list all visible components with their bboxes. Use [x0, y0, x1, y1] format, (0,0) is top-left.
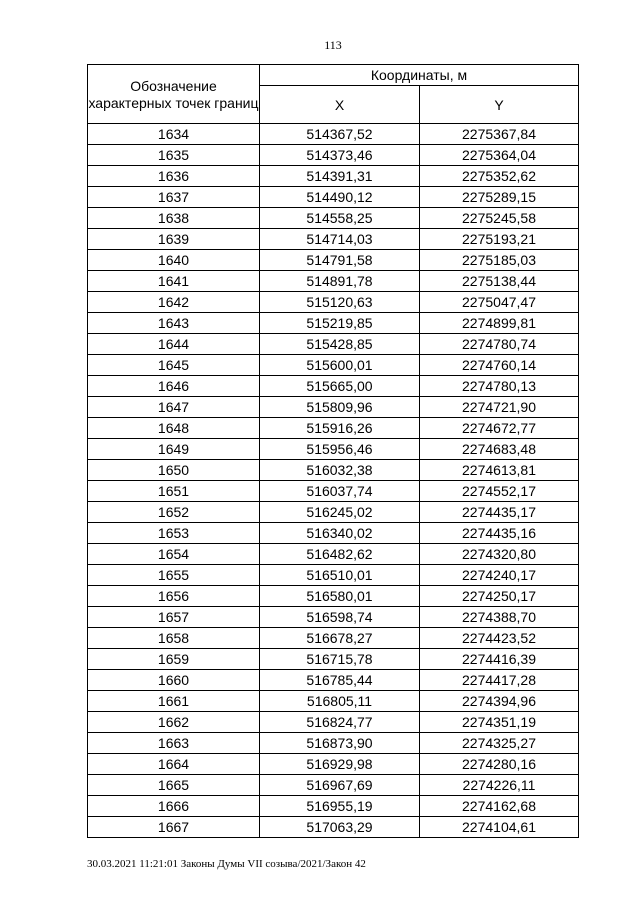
header-y: Y — [420, 86, 579, 124]
point-cell: 1639 — [88, 229, 260, 250]
y-cell: 2275245,58 — [420, 208, 579, 229]
table-row — [88, 775, 579, 796]
x-cell: 515956,46 — [260, 439, 420, 460]
x-cell: 516678,27 — [260, 628, 420, 649]
x-cell: 514391,31 — [260, 166, 420, 187]
y-cell: 2274721,90 — [420, 397, 579, 418]
table-row — [88, 628, 579, 649]
point-cell: 1657 — [88, 607, 260, 628]
table-row — [88, 733, 579, 754]
table-row — [88, 124, 579, 145]
x-cell: 515428,85 — [260, 334, 420, 355]
y-cell: 2274388,70 — [420, 607, 579, 628]
x-cell: 516037,74 — [260, 481, 420, 502]
x-cell: 515916,26 — [260, 418, 420, 439]
y-cell: 2275185,03 — [420, 250, 579, 271]
point-cell: 1644 — [88, 334, 260, 355]
y-cell: 2274162,68 — [420, 796, 579, 817]
table-row — [88, 145, 579, 166]
x-cell: 516805,11 — [260, 691, 420, 712]
x-cell: 516824,77 — [260, 712, 420, 733]
x-cell: 516482,62 — [260, 544, 420, 565]
table-row — [88, 250, 579, 271]
point-cell: 1664 — [88, 754, 260, 775]
y-cell: 2275352,62 — [420, 166, 579, 187]
y-cell: 2274280,16 — [420, 754, 579, 775]
point-cell: 1656 — [88, 586, 260, 607]
y-cell: 2274240,17 — [420, 565, 579, 586]
table-row — [88, 271, 579, 292]
x-cell: 514791,58 — [260, 250, 420, 271]
x-cell: 516873,90 — [260, 733, 420, 754]
table-row — [88, 334, 579, 355]
point-cell: 1652 — [88, 502, 260, 523]
footer-stamp: 30.03.2021 11:21:01 Законы Думы VII созыва/2021/Закон 42 — [87, 858, 366, 870]
y-cell: 2274325,27 — [420, 733, 579, 754]
y-cell: 2274683,48 — [420, 439, 579, 460]
table-body — [88, 124, 579, 838]
table-row — [88, 187, 579, 208]
y-cell: 2274672,77 — [420, 418, 579, 439]
y-cell: 2274435,16 — [420, 523, 579, 544]
table-row — [88, 439, 579, 460]
y-cell: 2274613,81 — [420, 460, 579, 481]
y-cell: 2274435,17 — [420, 502, 579, 523]
x-cell: 515120,63 — [260, 292, 420, 313]
point-cell: 1634 — [88, 124, 260, 145]
point-cell: 1637 — [88, 187, 260, 208]
page-number: 113 — [324, 38, 342, 52]
point-cell: 1665 — [88, 775, 260, 796]
y-cell: 2275364,04 — [420, 145, 579, 166]
x-cell: 516245,02 — [260, 502, 420, 523]
table-row — [88, 670, 579, 691]
table-row — [88, 460, 579, 481]
x-cell: 516598,74 — [260, 607, 420, 628]
point-cell: 1658 — [88, 628, 260, 649]
point-cell: 1660 — [88, 670, 260, 691]
table-row — [88, 313, 579, 334]
y-cell: 2274320,80 — [420, 544, 579, 565]
y-cell: 2274226,11 — [420, 775, 579, 796]
y-cell: 2275193,21 — [420, 229, 579, 250]
point-cell: 1638 — [88, 208, 260, 229]
point-cell: 1643 — [88, 313, 260, 334]
table-row — [88, 712, 579, 733]
x-cell: 516715,78 — [260, 649, 420, 670]
x-cell: 515665,00 — [260, 376, 420, 397]
point-cell: 1649 — [88, 439, 260, 460]
y-cell: 2275138,44 — [420, 271, 579, 292]
x-cell: 516580,01 — [260, 586, 420, 607]
y-cell: 2274104,61 — [420, 817, 579, 838]
table-row — [88, 754, 579, 775]
point-cell: 1646 — [88, 376, 260, 397]
y-cell: 2274250,17 — [420, 586, 579, 607]
x-cell: 516340,02 — [260, 523, 420, 544]
y-cell: 2274899,81 — [420, 313, 579, 334]
point-cell: 1659 — [88, 649, 260, 670]
table-row — [88, 523, 579, 544]
y-cell: 2274780,13 — [420, 376, 579, 397]
y-cell: 2274780,74 — [420, 334, 579, 355]
point-cell: 1645 — [88, 355, 260, 376]
header-coordinates: Координаты, м — [260, 65, 579, 86]
table-row — [88, 355, 579, 376]
point-cell: 1666 — [88, 796, 260, 817]
y-cell: 2274423,52 — [420, 628, 579, 649]
x-cell: 516955,19 — [260, 796, 420, 817]
table-row — [88, 796, 579, 817]
point-cell: 1654 — [88, 544, 260, 565]
y-cell: 2274416,39 — [420, 649, 579, 670]
x-cell: 515809,96 — [260, 397, 420, 418]
x-cell: 516510,01 — [260, 565, 420, 586]
point-cell: 1641 — [88, 271, 260, 292]
point-cell: 1636 — [88, 166, 260, 187]
point-cell: 1662 — [88, 712, 260, 733]
point-cell: 1650 — [88, 460, 260, 481]
table-row — [88, 607, 579, 628]
x-cell: 514714,03 — [260, 229, 420, 250]
x-cell: 514367,52 — [260, 124, 420, 145]
table-row — [88, 481, 579, 502]
table-row — [88, 817, 579, 838]
x-cell: 517063,29 — [260, 817, 420, 838]
table-row — [88, 229, 579, 250]
y-cell: 2274394,96 — [420, 691, 579, 712]
point-cell: 1663 — [88, 733, 260, 754]
point-cell: 1647 — [88, 397, 260, 418]
y-cell: 2274417,28 — [420, 670, 579, 691]
point-cell: 1653 — [88, 523, 260, 544]
point-cell: 1661 — [88, 691, 260, 712]
point-cell: 1640 — [88, 250, 260, 271]
table-row — [88, 544, 579, 565]
table-row — [88, 397, 579, 418]
point-cell: 1667 — [88, 817, 260, 838]
x-cell: 514373,46 — [260, 145, 420, 166]
y-cell: 2274351,19 — [420, 712, 579, 733]
table-row — [88, 565, 579, 586]
table-row — [88, 691, 579, 712]
x-cell: 516785,44 — [260, 670, 420, 691]
y-cell: 2275289,15 — [420, 187, 579, 208]
y-cell: 2274552,17 — [420, 481, 579, 502]
x-cell: 514891,78 — [260, 271, 420, 292]
x-cell: 515600,01 — [260, 355, 420, 376]
table-row — [88, 649, 579, 670]
x-cell: 516032,38 — [260, 460, 420, 481]
table-row — [88, 586, 579, 607]
x-cell: 515219,85 — [260, 313, 420, 334]
point-cell: 1655 — [88, 565, 260, 586]
point-cell: 1642 — [88, 292, 260, 313]
coordinates-table — [87, 64, 579, 838]
table-row — [88, 166, 579, 187]
table-header — [88, 65, 579, 124]
x-cell: 514558,25 — [260, 208, 420, 229]
table-row — [88, 208, 579, 229]
y-cell: 2274760,14 — [420, 355, 579, 376]
header-x: X — [260, 86, 420, 124]
table-row — [88, 292, 579, 313]
point-cell: 1651 — [88, 481, 260, 502]
x-cell: 516967,69 — [260, 775, 420, 796]
table-row — [88, 502, 579, 523]
y-cell: 2275047,47 — [420, 292, 579, 313]
x-cell: 514490,12 — [260, 187, 420, 208]
table-row — [88, 376, 579, 397]
point-cell: 1648 — [88, 418, 260, 439]
y-cell: 2275367,84 — [420, 124, 579, 145]
point-cell: 1635 — [88, 145, 260, 166]
header-point-designation: Обозначение характерных точек границ — [88, 65, 260, 124]
table-row — [88, 418, 579, 439]
x-cell: 516929,98 — [260, 754, 420, 775]
